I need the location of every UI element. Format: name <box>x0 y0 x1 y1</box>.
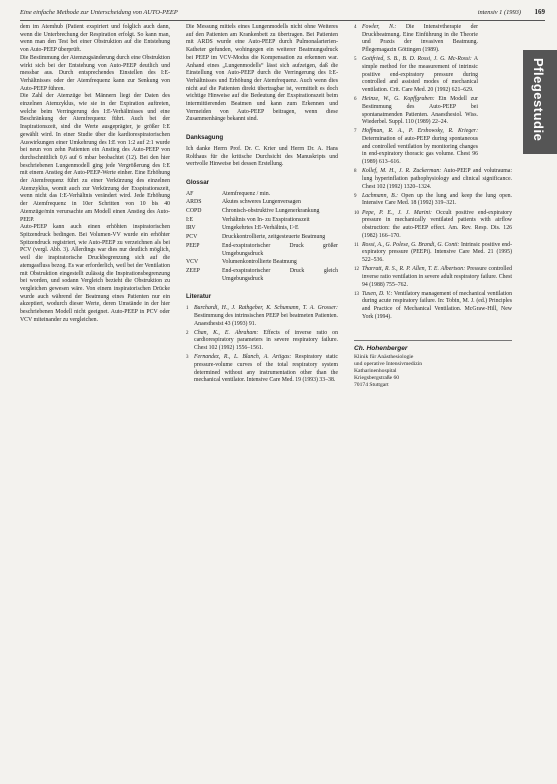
reference-authors: Fernandez, R., L. Blanch, A. Artigas: <box>194 354 292 361</box>
reference-authors: Gottfried, S. B., B. D. Rossi, J. G. Mc-Rossi: <box>362 56 472 63</box>
reference-item <box>354 210 512 241</box>
reference-text: Ein Modell zur Bestimmung des Auto-PEEP bei spontanatmenden Patienten. Anaesthesiol. Wiss. Wiederbel. Suppl. 110 (1989) 22–24. <box>362 96 478 126</box>
literature-heading: Literatur <box>186 293 212 301</box>
address-line: Katharinenhospital <box>354 368 397 375</box>
reference-authors: Tuxen, D. V.: <box>362 290 393 297</box>
reference-authors: Kollef, M. H., J. R. Zuckerman: <box>362 168 442 175</box>
glossary-def: Druckkontrollierte, zeitgesteuerte Beatmung <box>222 234 326 241</box>
paragraph: Die Messung mittels eines Lungenmodells nicht ohne Weiteres auf den Patienten am Krankenbett zu übertragen. Bei Patienten mit ARDS wurde eine Auto-PEEP durch Pulmonalarterien-Katheter gefunden, wohingegen ein weiterer Beatmungsdruck bei PEEP im VCV-Modus die Kompensation zu erkennen war. Anhand eines „Lungenmodells“ lässt sich aufzeigen, daß die Einstellung von Auto-PEEP durch die Verringerung des I:E-Verhältnisses und Erhöhung der Atemfrequenz. Auch wenn dies nicht auf die Patienten direkt übertragbar ist, vermittelt es doch wichtige Hinweise auf die Bedeutung der Exspirationszeit beim intermittierenden Beatmen und kann zum Erkennen und Vermeiden von Auto-PEEP beitragen, wenn diese Zusammenhänge bekannt sind. <box>186 24 338 123</box>
running-title: Eine einfache Methode zur Unterscheidung von AUTO-PEEP <box>20 9 178 16</box>
acknowledgement-text: Ich danke Herrn Prof. Dr. C. Krier und Herrn Dr. A. Hans Rolthaus für die kritische Durchsicht des Manuskripts und wertvolle Hinweise bei dessen Erstellung. <box>186 145 338 168</box>
column-2 <box>186 24 338 386</box>
reference-authors: Burchardi, H., J. Rathgeber, K. Schumann, T. A. Grosser: <box>194 305 338 312</box>
reference-item <box>186 305 338 328</box>
glossary-def: Atemfrequenz / min. <box>222 190 271 197</box>
glossary-def: End-exspiratorischer Druck größer Umgebungsdruck <box>222 242 338 257</box>
reference-number: 1 <box>186 306 189 312</box>
reference-text: Respiratory static pressure-volume curves of the total respiratory system determined without any instrumentation other than the mechanical ventilator. Intensive Care Med. 19 (1993) 33–38. <box>194 354 338 384</box>
reference-authors: Lachmann, B.: <box>362 192 399 199</box>
glossary-list <box>186 191 338 284</box>
glossary-abbr: COPD <box>186 208 202 215</box>
address-line: Kriegsbergstraße 60 <box>354 375 400 382</box>
reference-authors: Heinze, W., G. Kopffgraben: <box>362 96 435 103</box>
reference-number: 11 <box>354 242 359 248</box>
reference-authors: Tharratt, R. S., R. P. Allen, T. E. Albertson: <box>362 266 466 273</box>
reference-number: 2 <box>186 330 189 336</box>
glossary-def: Akutes schweres Lungenversagen <box>222 199 301 206</box>
address-line: 70174 Stuttgart <box>354 382 389 389</box>
reference-text: Die Intensivtherapie der Druckbeatmung. Eine Einführung in die Theorie und Praxis der invasiven Beatmung. Pflegemagazin Göttingen (1989). <box>362 24 479 54</box>
reference-item <box>354 242 512 265</box>
reference-item <box>354 291 512 322</box>
address-lines <box>354 354 512 389</box>
reference-item <box>186 354 338 385</box>
reference-list <box>354 24 478 167</box>
reference-authors: Rossi, A., G. Polese, G. Brandi, G. Conti: <box>362 241 460 248</box>
reference-item <box>354 128 478 167</box>
reference-list <box>186 305 338 385</box>
reference-item <box>354 56 478 95</box>
glossary-def: Umgekehrtes I:E-Verhältnis, I>E <box>222 225 299 232</box>
reference-number: 3 <box>186 355 189 361</box>
reference-number: 13 <box>354 291 359 297</box>
paragraph: dem im Atemhub (Patient exspiriert und folglich auch dann, wenn die Unterbrechung der Respiration erfolgt. So kann man, wenn man den Test bei einer Obstruktion auf die Entstehung von Auto-PEEP überprüft. <box>20 24 170 54</box>
glossary-abbr: PEEP <box>186 242 200 249</box>
paragraph: Die Bestimmung der Atemzugsänderung durch eine Obstruktion wirkt sich bei der Entstehung von Auto-PEEP deutlich und messbar aus. Durch entsprechendes Einstellen des I:E-Verhältnisses oder der Atemfrequenz kann zur Senkung von Auto-PEEP führen. <box>20 54 170 92</box>
reference-number: 9 <box>354 193 357 199</box>
reference-item <box>354 193 512 208</box>
section-tab <box>523 50 557 154</box>
page-number: 169 <box>534 8 545 16</box>
glossary-abbr: I:E <box>186 216 194 223</box>
journal-name: intensiv 1 (1993) <box>477 9 521 16</box>
glossary-heading: Glossar <box>186 178 210 186</box>
paragraph: Die Zahl der Atemzüge bei Männern liegt der Daten des einzelnen Atemzyklus, wie sie in der Expiration auftreten, welche beim Verringerung des I:E-Verhältnisses und eine Beschränkung der Atemfrequenz führt. Auch bei der Inspirationszeit, sind die Werte ausgeprägter, je größer I:E gewählt wird. In einer Studie über die kardiorespiratorischen Auswirkungen einer Umkehrung des I:E von 1:2 auf 2:1 wurde bei neun von zehn Patienten ein Anstieg des Auto-PEEP von durchschnittlich 0,6 auf 6 mbar beobachtet (12). Bei den hier beschriebenen Lungenmodell ging jede Vergrößerung des I:E mit einem Anstieg der Auto-PEEP-Werte einher. Eine Erhöhung der Atemfrequenz führt zu einer Verkürzung des einzelnen Atemzyklus, womit auch zur Verkürzung der Exspirationszeit, wenn nicht das I:E-Verhältnis verändert wird. Jede Erhöhung der Atemfrequenz in 10er Schritten von 10 bis 40 Atemzüge/min verursachte am Modell einen Anstieg des Auto-PEEP. <box>20 93 170 223</box>
address-line: und operative Intensivmedizin <box>354 361 423 368</box>
reference-authors: Pepe, P. E., J. J. Marini: <box>362 209 432 216</box>
reference-list <box>354 168 512 321</box>
glossary-abbr: ZEEP <box>186 267 200 274</box>
section-tab-label: Pflegestudie <box>531 58 546 142</box>
glossary-abbr: PCV <box>186 234 198 241</box>
column-3 <box>354 24 512 389</box>
reference-text: Intrinsic positive end-expiratory pressure (PEEPi). Intensive Care Med. 21 (1995) 522–536. <box>362 241 513 264</box>
reference-item <box>354 266 512 289</box>
paragraph: Auto-PEEP kann auch einen erhöhten inspiratorischen Spitzendruck bedingen. Bei Volumen-VV wurde ein erhöhter Spitzendruck registriert, wie Auto-PEEP zu verzeichnen als bei PCV (vergl. Abb. 3). Allerdings war dies nur deutlich möglich, weil die inspiratorische Druckbegrenzung sich auf die atemgasfluss bezog. Es war erforderlich, weil bei der Ventilation mit Obstruktion eingestellt zulässig die Inspirationsbegrenzung bei worden, und sodann Vergleich bezieht die Obstruktion zu vergleichen gewesen wäre. Von einem inspiratorischen Drücke wurde auch während der Beatmung eines Patienten nur ein akzeptiert, wodurch dieser Werte, deren Umstände in der hier beschriebenen Modell nicht geeignet. Auto-PEEP in PCV oder VCV miteinander zu vergleichen. <box>20 224 170 323</box>
glossary-abbr: AF <box>186 190 194 197</box>
author-address <box>354 340 512 390</box>
reference-item <box>354 96 478 127</box>
glossary-abbr: IRV <box>186 225 196 232</box>
column-1 <box>20 24 170 324</box>
reference-number: 10 <box>354 210 359 216</box>
reference-text: Bestimmung des intrinsischen PEEP bei beatmeten Patienten. Anaesthesist 43 (1993) 91. <box>194 312 338 327</box>
reference-text: Auto-PEEP and volutrauma: lung hyperinflation pathophysiology and clinical significance. Chest 102 (1992) 1320–1324. <box>362 168 512 190</box>
reference-text: Determination of auto-PEEP during spontaneous and controlled ventilation by monitoring changes in end-expiratory thoracic gas volume. Chest 96 (1989) 613–616. <box>362 136 478 166</box>
reference-item <box>186 330 338 353</box>
glossary-def: Verhältnis von In- zu Exspirationszeit <box>222 216 310 223</box>
reference-text: Pressure controlled inverse ratio ventilation in severe adult respiratory failure. Chest 94 (1988) 755–762. <box>362 266 512 288</box>
glossary-abbr: ARDS <box>186 199 202 206</box>
glossary-abbr: VCV <box>186 259 199 266</box>
reference-text: Open up the lung and keep the lung open. Intensive Care Med. 18 (1992) 319–321. <box>362 192 512 207</box>
address-line: Klinik für Anästhesiologie <box>354 354 414 361</box>
reference-authors: Chan, K., E. Abraham: <box>194 329 259 336</box>
reference-number: 8 <box>354 169 357 175</box>
glossary-def: Volumenkontrollierte Beatmung <box>222 259 297 266</box>
reference-authors: Fowler, N.: <box>362 24 397 30</box>
reference-item <box>354 168 512 191</box>
reference-text: Ventilatory management of mechanical ventilation during acute respiratory failure. In: Tobin, M. J. (ed.) Principles and Practice of Mechanical Ventilation. McGraw-Hill, New York (1994). <box>362 290 512 320</box>
page-header <box>20 6 545 21</box>
reference-text: Effects of inverse ratio on cardiorespiratory parameters in severe respiratory failure. Chest 102 (1992) 1556–1561. <box>194 329 338 351</box>
reference-number: 6 <box>354 97 357 103</box>
reference-text: A simple method for the measurement of intrinsic positive end-expiratory pressure during controlled and assisted modes of mechanical ventilation. Crit. Care Med. 20 (1992) 621–629. <box>362 56 478 94</box>
reference-item <box>354 24 478 55</box>
author-name: Ch. Hohenberger <box>354 344 408 352</box>
reference-number: 12 <box>354 267 359 273</box>
reference-authors: Hoffman, R. A., P. Ershowsky, R. Krieger: <box>362 128 478 135</box>
acknowledgement-heading: Danksagung <box>186 134 224 142</box>
reference-text: Occult positive end-expiratory pressure in mechanically ventilated patients with airflow obstruction: the auto-PEEP effect. Am. Rev. Resp. Dis. 126 (1982) 166–170. <box>362 209 513 239</box>
glossary-def: End-exspiratorischer Druck gleich Umgebungsdruck <box>222 267 338 282</box>
reference-number: 4 <box>354 25 357 30</box>
reference-number: 7 <box>354 129 357 135</box>
reference-number: 5 <box>354 57 357 63</box>
glossary-def: Chronisch-obstruktive Lungenerkrankung <box>222 208 320 215</box>
